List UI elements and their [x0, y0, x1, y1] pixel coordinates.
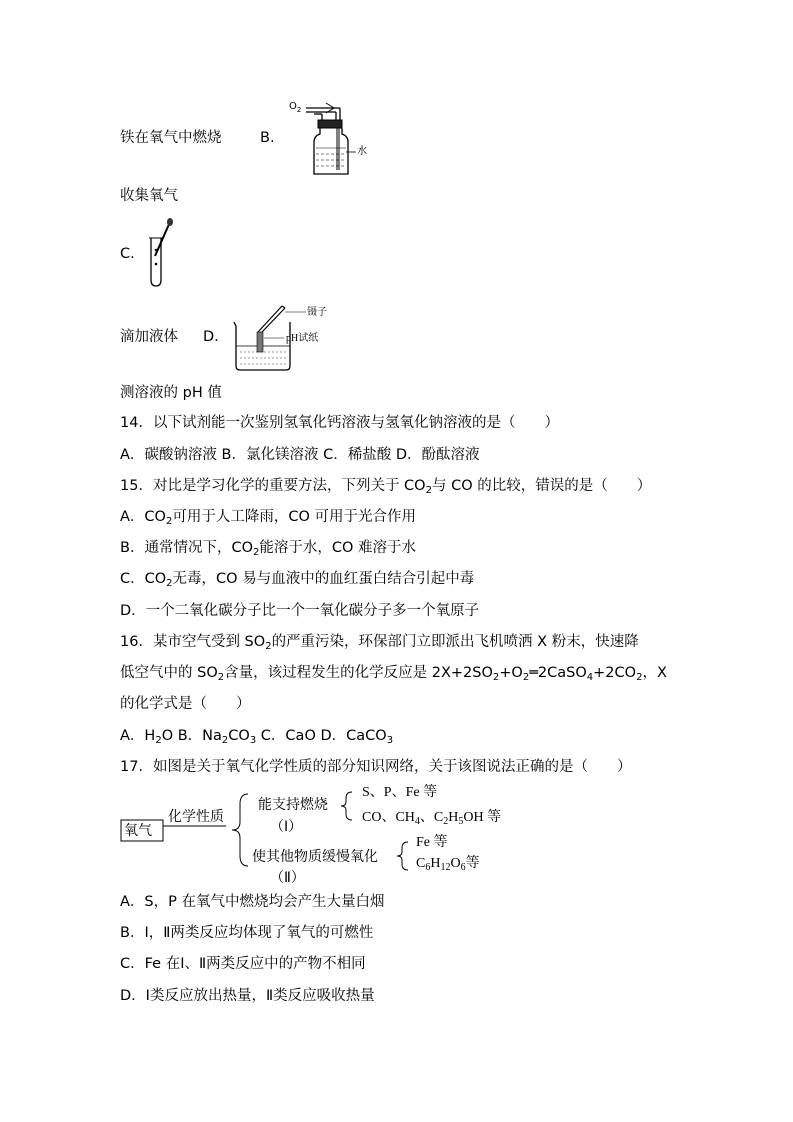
oxygen-knowledge-diagram [118, 782, 508, 886]
q17-option-b: B．Ⅰ，Ⅱ两类反应均体现了氧气的可燃性 [120, 925, 374, 941]
oxidation-examples-2: $C_6H_{12}O_6$等 [416, 856, 480, 873]
option-d-label: D. [203, 329, 219, 345]
q16-line-1: 16．某市空气受到 $SO_2$的严重污染，环保部门立即派出飞机喷洒 X 粉末，快速降 [120, 634, 639, 652]
q15-option-d: D．一个二氧化碳分子比一个一氧化碳分子多一个氧原子 [120, 603, 480, 619]
q15-option-c: C．$CO_2$无毒，CO 易与血液中的血红蛋白结合引起中毒 [120, 571, 475, 589]
support-combustion-label: 能支持燃烧 [258, 797, 328, 813]
q17-option-a: A．S，P 在氧气中燃烧均会产生大量白烟 [120, 894, 385, 910]
q14-options: A．碳酸钠溶液 B．氯化镁溶液 C．稀盐酸 D．酚酞溶液 [120, 447, 480, 463]
slow-oxidation-label: 使其他物质缓慢氧化 [252, 849, 378, 865]
q15-option-b: B．通常情况下，$CO_2$能溶于水，CO 难溶于水 [120, 540, 417, 558]
option-a-caption: 铁在氧气中燃烧 [120, 130, 222, 146]
water-label: 水 [357, 146, 367, 157]
q17-option-d: D．Ⅰ类反应放出热量，Ⅱ类反应吸收热量 [120, 988, 375, 1004]
test-tube-dropper-figure [146, 216, 176, 290]
ph-paper-label: pH试纸 [286, 333, 319, 344]
q16-options: A．$H_2O$ B．$Na_2CO_3$ C．CaO D．CaCO$_3$ [120, 728, 394, 746]
q14-stem: 14．以下试剂能一次鉴别氢氧化钙溶液与氢氧化钠溶液的是（ ） [120, 415, 559, 431]
chemical-properties-label: 化学性质 [168, 809, 224, 825]
combustion-examples-2: CO、$CH_4$、$C_2H_5OH$ 等 [362, 810, 502, 827]
option-c-caption: 滴加液体 [120, 329, 178, 345]
option-c-label: C. [120, 246, 135, 262]
option-b-caption: 收集氧气 [120, 188, 178, 204]
o2-label: $O_2$ [289, 101, 302, 114]
q15-option-a: A．$CO_2$可用于人工降雨，CO 可用于光合作用 [120, 509, 416, 527]
option-b-label: B. [260, 130, 275, 146]
combustion-examples-1: S、P、Fe 等 [362, 785, 438, 800]
q17-stem: 17．如图是关于氧气化学性质的部分知识网络，关于该图说法正确的是（ ） [120, 759, 632, 775]
option-d-caption: 测溶液的 pH 值 [120, 385, 222, 401]
q15-stem: 15．对比是学习化学的重要方法，下列关于 $CO_2$与 CO 的比较，错误的是（ ） [120, 478, 652, 496]
oxidation-examples-1: Fe 等 [416, 835, 448, 850]
q16-line-3: 的化学式是（ ） [120, 696, 251, 712]
tweezers-label: 镊子 [307, 307, 327, 318]
q17-option-c: C．Fe 在Ⅰ、Ⅱ两类反应中的产物不相同 [120, 956, 366, 972]
category-2-label: （Ⅱ） [270, 870, 305, 886]
oxygen-box: 氧气 [124, 823, 152, 839]
q16-line-2: 低空气中的 $SO_2$含量，该过程发生的化学反应是 $2X+2SO_2+O_2═2CaSO_4+2CO_2$，X [120, 665, 667, 683]
category-1-label: （Ⅰ） [270, 819, 303, 835]
